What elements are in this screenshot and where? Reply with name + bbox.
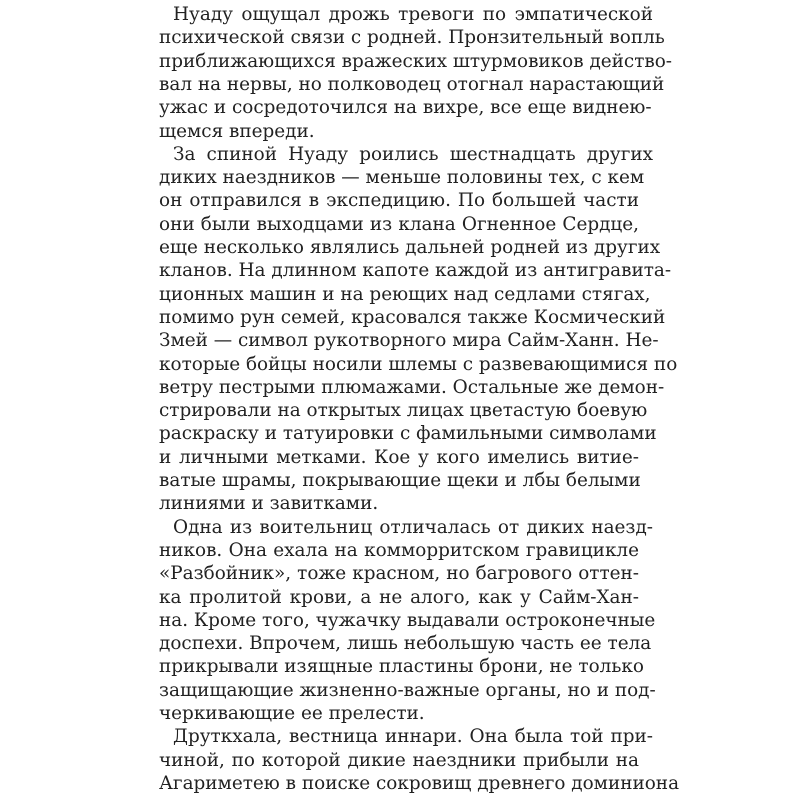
text-line: прикрывали изящные пластины брони, не только bbox=[159, 656, 644, 678]
text-line: защищающие жизненно-важные органы, но и под- bbox=[159, 679, 656, 701]
text-line: ужас и сосредоточился на вихре, все еще виднею- bbox=[159, 97, 652, 119]
text-line: Змей — символ рукотворного мира Сайм-Ханн. Не- bbox=[159, 330, 659, 352]
text-line: раскраску и татуировки с фамильными символами bbox=[159, 423, 657, 445]
text-line: ветру пестрыми плюмажами. Остальные же демон- bbox=[159, 376, 665, 398]
text-line: еще несколько являлись дальней родней из других bbox=[159, 237, 661, 259]
text-line: ционных машин и на реющих над седлами стягах, bbox=[159, 283, 651, 305]
text-line: вал на нервы, но полководец отогнал нарастающий bbox=[159, 73, 665, 95]
text-line: психической связи с родней. Пронзительный вопль bbox=[159, 27, 665, 49]
text-line: За спиной Нуаду роились шестнадцать других bbox=[173, 143, 653, 165]
text-line: приближающихся вражеских штурмовиков действо- bbox=[159, 50, 673, 72]
text-line: Друткхала, вестница иннари. Она была той при- bbox=[173, 726, 653, 748]
text-line: стрировали на открытых лицах цветастую боевую bbox=[159, 400, 648, 422]
text-line: Нуаду ощущал дрожь тревоги по эмпатической bbox=[173, 4, 653, 25]
text-line: щемся впереди. bbox=[159, 120, 315, 142]
text-line: кланов. На длинном капоте каждой из антигравита- bbox=[159, 260, 672, 282]
text-line: он отправился в экспедицию. По большей части bbox=[159, 190, 639, 212]
text-line: линиями и завитками. bbox=[159, 493, 379, 515]
text-line: диких наездников — меньше половины тех, с кем bbox=[159, 167, 645, 189]
text-line: Агариметею в поиске сокровищ древнего доминиона bbox=[159, 773, 680, 794]
text-line: «Разбойник», тоже красном, но багрового оттен- bbox=[159, 563, 639, 585]
text-line: ватые шрамы, покрывающие щеки и лбы белыми bbox=[159, 470, 641, 492]
text-line: на. Кроме того, чужачку выдавали остроконечные bbox=[159, 609, 656, 631]
text-line: ников. Она ехала на комморритском гравицикле bbox=[159, 539, 639, 561]
text-line: доспехи. Впрочем, лишь небольшую часть ее тела bbox=[159, 633, 652, 655]
text-line: и личными метками. Кое у кого имелись витие- bbox=[159, 446, 639, 468]
text-line: они были выходцами из клана Огненное Сердце, bbox=[159, 213, 639, 235]
text-line: черкивающие ее прелести. bbox=[159, 703, 425, 725]
text-line: Одна из воительниц отличалась от диких наезд- bbox=[173, 516, 653, 538]
text-line: ка пролитой крови, а не алого, как у Сайм-Хан- bbox=[159, 586, 639, 608]
text-line: которые бойцы носили шлемы с развевающимися по bbox=[159, 353, 678, 375]
text-line: чиной, по которой дикие наездники прибыли на bbox=[159, 749, 639, 771]
text-line: помимо рун семей, красовался также Космический bbox=[159, 306, 666, 328]
